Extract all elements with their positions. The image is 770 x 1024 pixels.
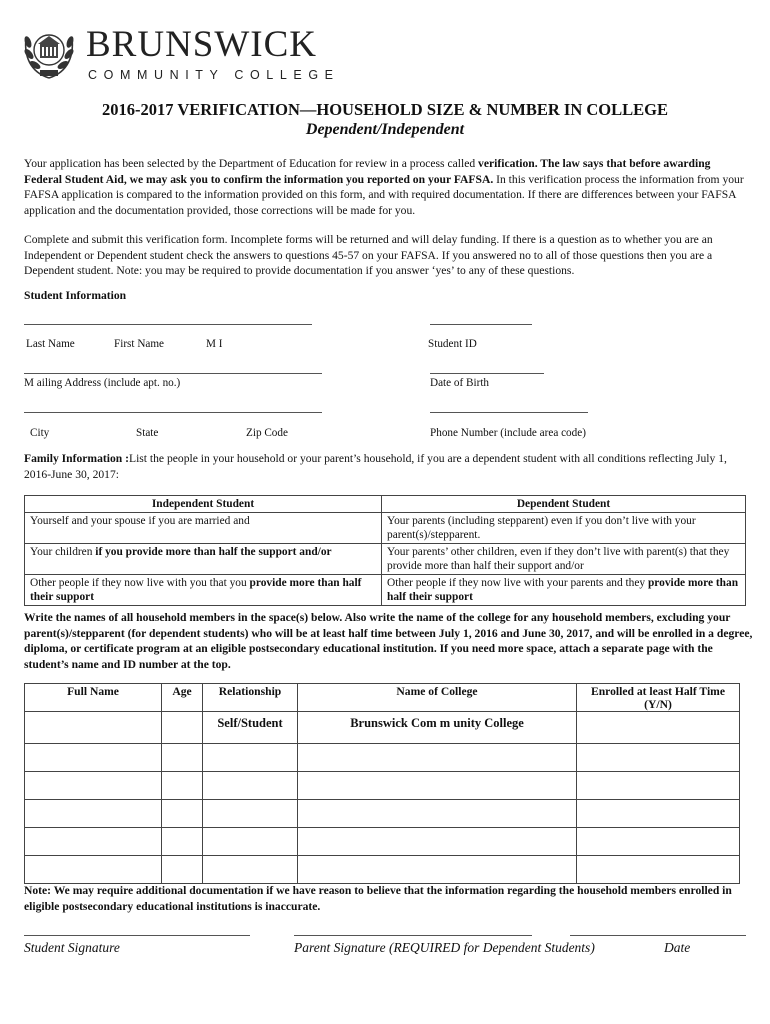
enrolled-half-time-header: Enrolled at least Half Time (Y/N) <box>577 684 740 712</box>
date-line[interactable] <box>570 935 746 936</box>
date-label: Date <box>664 940 691 955</box>
phone-number-label: Phone Number (include area code) <box>430 427 586 439</box>
age-header: Age <box>162 684 203 712</box>
zip-code-label: Zip Code <box>246 427 288 439</box>
independent-student-header: Independent Student <box>25 496 382 513</box>
college-cell[interactable] <box>298 744 577 772</box>
enrolled-cell[interactable] <box>577 712 740 744</box>
table-row <box>25 772 740 800</box>
documentation-note: Note: We may require additional documentation if we have reason to believe that the information regarding the household members enrolled in eligible postsecondary educational institutions is inaccurate. <box>24 884 732 913</box>
mailing-address-field-line[interactable] <box>24 373 322 374</box>
table-row <box>25 828 740 856</box>
phone-number-field-line[interactable] <box>430 412 588 413</box>
college-cell[interactable] <box>298 772 577 800</box>
family-information-text: Family Information :List the people in your household or your parent’s household, if you are a dependent student with all conditions reflecting July 1, 2016-June 30, 2017: <box>24 452 727 481</box>
full-name-cell[interactable] <box>25 828 162 856</box>
age-cell[interactable] <box>162 828 203 856</box>
student-signature-label: Student Signature <box>24 940 120 955</box>
city-state-zip-field-line[interactable] <box>24 412 322 413</box>
enrolled-cell[interactable] <box>577 772 740 800</box>
full-name-header: Full Name <box>25 684 162 712</box>
relationship-cell[interactable] <box>203 828 298 856</box>
age-cell[interactable] <box>162 712 203 744</box>
table-row <box>25 800 740 828</box>
relationship-cell[interactable] <box>203 800 298 828</box>
independent-row-1: Yourself and your spouse if you are married and <box>25 513 382 544</box>
student-information-heading: Student Information <box>24 289 127 302</box>
age-cell[interactable] <box>162 800 203 828</box>
middle-initial-label: M I <box>206 338 223 350</box>
age-cell[interactable] <box>162 772 203 800</box>
name-of-college-header: Name of College <box>298 684 577 712</box>
enrolled-cell[interactable] <box>577 744 740 772</box>
name-field-line[interactable] <box>24 324 312 325</box>
last-name-label: Last Name <box>26 338 75 350</box>
full-name-cell[interactable] <box>25 712 162 744</box>
independent-row-2: Your children if you provide more than half the support and/or <box>25 544 382 575</box>
dependent-row-3: Other people if they now live with your parents and they provide more than half their support <box>382 575 746 606</box>
date-of-birth-label: Date of Birth <box>430 377 490 389</box>
table-row <box>25 856 740 884</box>
mailing-address-label: M ailing Address (include apt. no.) <box>24 377 181 389</box>
dependent-row-1: Your parents (including stepparent) even if you don’t live with your parent(s)/stepparent. <box>382 513 746 544</box>
table-row <box>25 712 740 744</box>
form-subtitle: Dependent/Independent <box>305 121 465 138</box>
relationship-cell[interactable] <box>203 772 298 800</box>
parent-signature-line[interactable] <box>294 935 532 936</box>
student-id-field-line[interactable] <box>430 324 532 325</box>
age-cell[interactable] <box>162 856 203 884</box>
household-criteria-table <box>24 495 746 606</box>
dependent-row-2: Your parents’ other children, even if they don’t live with parent(s) that they provide more than half their support and/or <box>382 544 746 575</box>
household-members-table <box>24 683 740 884</box>
intro-paragraph-1: Your application has been selected by the Department of Education for review in a process called verification. The law says that before awarding Federal Student Aid, we may ask you to confirm the information you reported on your FAFSA. In this verification process the information from your FAFSA application is compared to the information provided on this form, and with required documentation. If there are differences between your FAFSA application and the documentation provided, those corrections will be made for you. <box>24 157 744 217</box>
college-cell[interactable] <box>298 800 577 828</box>
relationship-cell: Self/Student <box>203 712 298 744</box>
college-name-logo-text: BRUNSWICK <box>86 24 318 65</box>
parent-signature-label: Parent Signature (REQUIRED for Dependent Students) <box>294 940 595 955</box>
relationship-cell[interactable] <box>203 744 298 772</box>
student-signature-line[interactable] <box>24 935 250 936</box>
full-name-cell[interactable] <box>25 744 162 772</box>
college-cell[interactable] <box>298 856 577 884</box>
relationship-cell[interactable] <box>203 856 298 884</box>
form-title: 2016-2017 VERIFICATION—HOUSEHOLD SIZE & NUMBER IN COLLEGE <box>102 100 668 119</box>
full-name-cell[interactable] <box>25 772 162 800</box>
full-name-cell[interactable] <box>25 800 162 828</box>
relationship-header: Relationship <box>203 684 298 712</box>
dependent-student-header: Dependent Student <box>382 496 746 513</box>
independent-row-3: Other people if they now live with you that you provide more than half their support <box>25 575 382 606</box>
state-label: State <box>136 427 159 439</box>
city-label: City <box>30 427 50 439</box>
college-seal-logo <box>22 20 76 82</box>
enrolled-cell[interactable] <box>577 800 740 828</box>
college-subtitle-logo-text: COMMUNITY COLLEGE <box>88 68 340 82</box>
table-row <box>25 744 740 772</box>
college-cell[interactable] <box>298 828 577 856</box>
college-cell: Brunswick Com m unity College <box>298 712 577 744</box>
age-cell[interactable] <box>162 744 203 772</box>
household-members-instructions: Write the names of all household members in the space(s) below. Also write the name of the college for any household members, excluding your parent(s)/stepparent (for dependent students) who will be at least half time between July 1, 2016 and June 30, 2017, and will be enrolled in a degree, diploma, or certificate program at an eligible postsecondary educational institution. If you need more space, attach a separate page with the student’s name and ID number at the top. <box>24 611 753 671</box>
date-of-birth-field-line[interactable] <box>430 373 544 374</box>
full-name-cell[interactable] <box>25 856 162 884</box>
intro-paragraph-2: Complete and submit this verification form. Incomplete forms will be returned and will delay funding. If there is a question as to whether you are an Independent or Dependent student check the answers to questions 45-57 on your FAFSA. If you answered no to all of those questions then you are a Dependent student. Note: you may be required to provide documentation if you answer ‘yes’ to any of these questions. <box>24 233 713 277</box>
enrolled-cell[interactable] <box>577 856 740 884</box>
student-id-label: Student ID <box>428 338 477 350</box>
first-name-label: First Name <box>114 338 165 350</box>
enrolled-cell[interactable] <box>577 828 740 856</box>
